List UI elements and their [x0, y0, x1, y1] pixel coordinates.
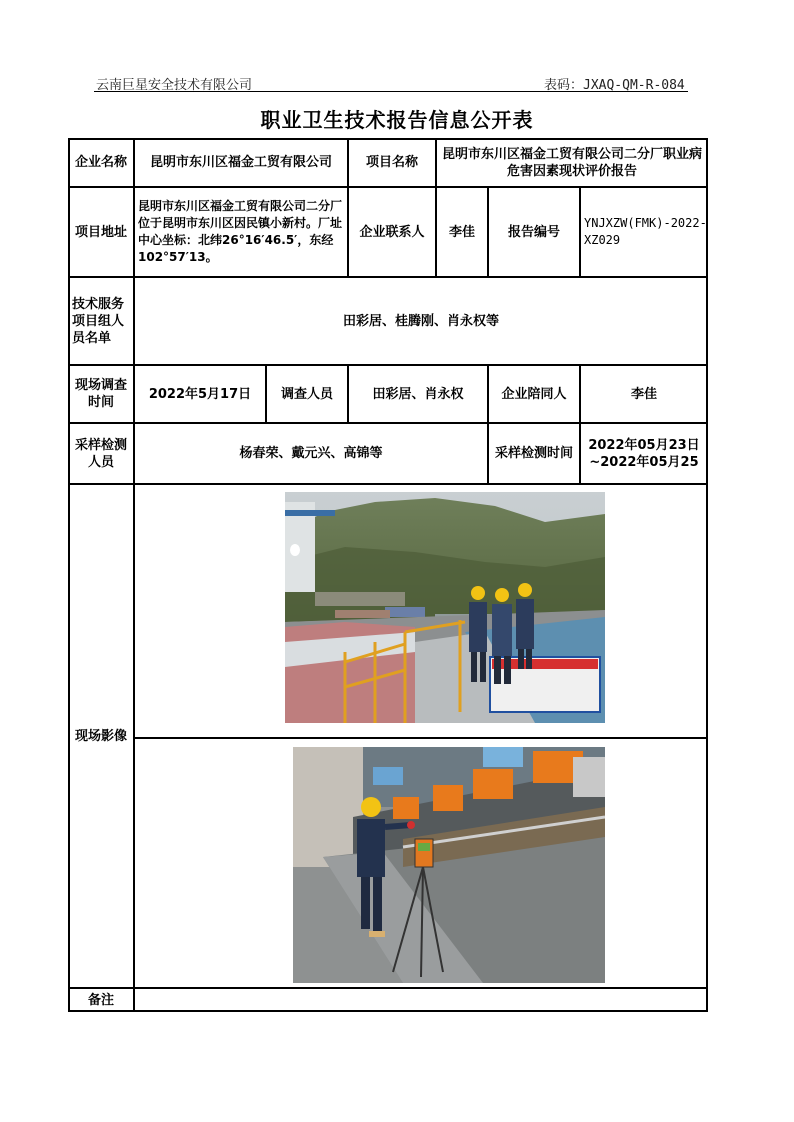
images-label: 现场影像 [68, 484, 134, 988]
surveyor-value: 田彩居、肖永权 [348, 365, 488, 423]
escort-value: 李佳 [580, 365, 708, 423]
team-label: 技术服务项目组人员名单 [68, 277, 134, 365]
sampling-staff-label: 采样检测人员 [68, 423, 134, 484]
address-value: 昆明市东川区福金工贸有限公司二分厂位于昆明市东川区因民镇小新村。厂址中心坐标：北纬26°16′46.5′，东经102°57′13。 [134, 187, 348, 277]
escort-label: 企业陪同人 [488, 365, 580, 423]
sampling-staff-value: 杨春荣、戴元兴、高锦等 [134, 423, 488, 484]
remarks-label: 备注 [68, 988, 134, 1012]
sampling-time-label: 采样检测时间 [488, 423, 580, 484]
address-label: 项目地址 [68, 187, 134, 277]
project-label: 项目名称 [348, 138, 436, 187]
enterprise-value: 昆明市东川区福金工贸有限公司 [134, 138, 348, 187]
header-divider [94, 91, 688, 92]
site-photo-sampling [293, 747, 605, 983]
project-value: 昆明市东川区福金工贸有限公司二分厂职业病危害因素现状评价报告 [436, 138, 708, 187]
remarks-value [134, 988, 708, 1012]
page-title: 职业卫生技术报告信息公开表 [260, 108, 534, 132]
survey-time-label: 现场调查时间 [68, 365, 134, 423]
enterprise-label: 企业名称 [68, 138, 134, 187]
report-no-label: 报告编号 [488, 187, 580, 277]
report-no-value: YNJXZW(FMK)-2022-XZ029 [580, 187, 708, 277]
surveyor-label: 调查人员 [266, 365, 348, 423]
site-photo-workers [285, 492, 605, 723]
sampling-time-value: 2022年05月23日~2022年05月25 [580, 423, 708, 484]
contact-value: 李佳 [436, 187, 488, 277]
team-value: 田彩居、桂腾刚、肖永权等 [134, 277, 708, 365]
form-code: 表码：JXAQ-QM-R-084 [544, 78, 685, 93]
contact-label: 企业联系人 [348, 187, 436, 277]
company-name: 云南巨星安全技术有限公司 [96, 78, 253, 93]
survey-time-value: 2022年5月17日 [134, 365, 266, 423]
